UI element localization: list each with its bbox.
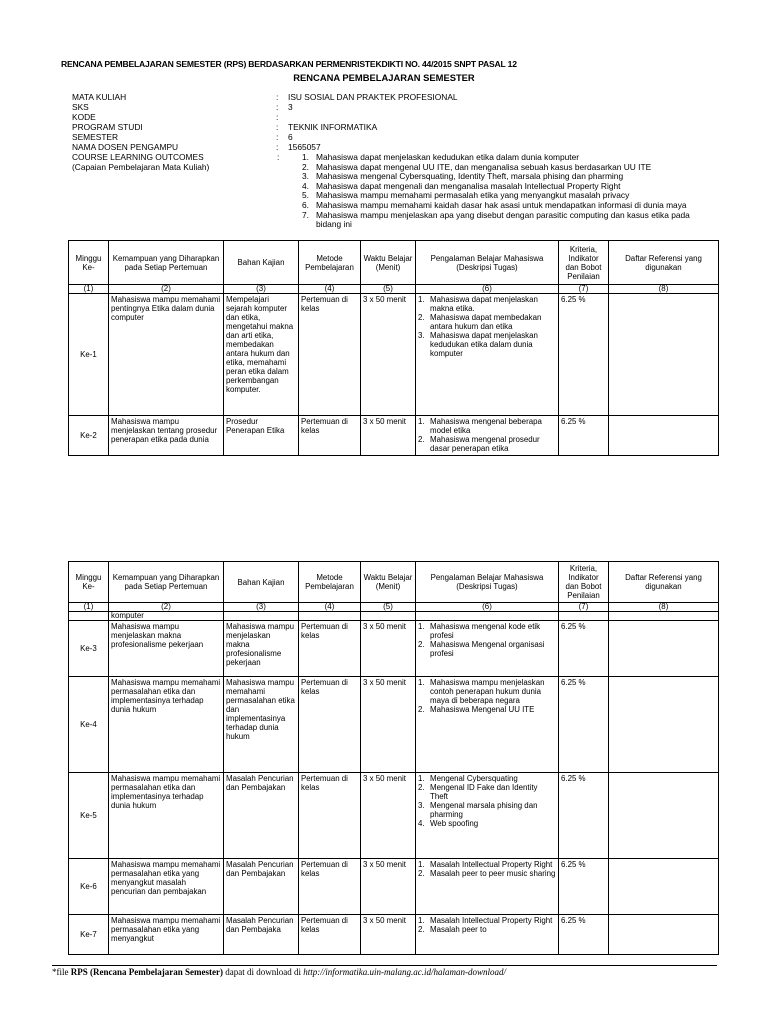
- footer-bold: RPS (Rencana Pembelajaran Semester): [70, 967, 223, 977]
- col-num: (8): [609, 603, 719, 612]
- table-row: [69, 294, 719, 416]
- outcome-text: Mahasiswa mampu menjelaskan apa yang disebut dengan parasitic computing dan kasus etika pada bidang ini: [316, 209, 690, 230]
- info-colon: :: [276, 122, 279, 132]
- table-row: [69, 859, 719, 915]
- referensi-cell: [609, 294, 719, 416]
- header-kriteria: Kriteria, Indikator dan Bobot Penilaian: [559, 241, 609, 285]
- col-num: (3): [224, 603, 299, 612]
- outcomes-colon: :: [277, 152, 280, 162]
- kemampuan-cell: Mahasiswa mampu memahami permasalahan etika yang menyangkut masalah pencurian dan pembajakan: [109, 859, 224, 915]
- bahan-cell: Mahasiswa mampu memahami permasalahan etika dan implementasinya terhadap dunia hukum: [224, 677, 299, 773]
- outcome-item: 7. Mahasiswa mampu menjelaskan apa yang disebut dengan parasitic computing dan kasus etika pada bidang ini: [302, 211, 702, 230]
- outcome-item: 4. Mahasiswa dapat mengenali dan menganalisa masalah Intellectual Property Right: [302, 180, 621, 191]
- outcomes-label: [72, 153, 282, 172]
- pengalaman-cell: 1. Masalah Intellectual Property Right 2. Masalah peer to: [416, 915, 559, 955]
- info-key: KODE: [72, 112, 96, 122]
- week-cell: Ke-5: [69, 773, 109, 859]
- week-cell: Ke-2: [69, 416, 109, 456]
- pengalaman-item: Mengenal marsala phising dan pharming: [430, 801, 538, 819]
- outcome-text: Mahasiswa mengenal Cybersquating, Identity Theft, marsala phising dan pharming: [316, 171, 624, 182]
- waktu-cell: 3 x 50 menit: [361, 416, 416, 456]
- header-kriteria: Kriteria, Indikator dan Bobot Penilaian: [559, 562, 609, 603]
- column-number-row: [69, 285, 719, 294]
- document-top-title: RENCANA PEMBELAJARAN SEMESTER (RPS) BERDASARKAN PERMENRISTEKDIKTI NO. 44/2015 SNPT PASAL 12: [61, 59, 517, 69]
- col-num: (4): [299, 603, 361, 612]
- info-colon: :: [276, 112, 279, 122]
- table-row: [69, 621, 719, 677]
- pengalaman-item: Mahasiswa dapat menjelaskan kedudukan etika dalam dunia komputer: [430, 331, 538, 358]
- info-row: [72, 102, 708, 112]
- bobot-cell: 6.25 %: [559, 915, 609, 955]
- metode-cell: Pertemuan di kelas: [299, 621, 361, 677]
- header-kemampuan: Kemampuan yang Diharapkan pada Setiap Pertemuan: [109, 562, 224, 603]
- waktu-cell: 3 x 50 menit: [361, 915, 416, 955]
- col-num: (5): [361, 603, 416, 612]
- continuation-row: [69, 612, 719, 621]
- pengalaman-item: Mengenal Cybersquating: [430, 774, 518, 783]
- outcomes-label-en: COURSE LEARNING OUTCOMES: [72, 152, 204, 162]
- week-cell: Ke-1: [69, 294, 109, 416]
- header-bahan: Bahan Kajian: [224, 241, 299, 285]
- empty-cell: [299, 612, 361, 621]
- header-pengalaman: Pengalaman Belajar Mahasiswa (Deskripsi Tugas): [416, 241, 559, 285]
- bobot-cell: 6.25 %: [559, 773, 609, 859]
- info-colon: :: [276, 92, 279, 102]
- table-header-row: [69, 562, 719, 603]
- bahan-cell: Masalah Pencurian dan Pembajakan: [224, 859, 299, 915]
- footer-divider: [52, 965, 717, 966]
- info-row: [72, 122, 708, 132]
- col-num: (2): [109, 603, 224, 612]
- pengalaman-item: Mahasiswa mengenal kode etik profesi: [430, 622, 541, 640]
- continuation-text: komputer: [109, 612, 224, 621]
- kemampuan-cell: Mahasiswa mampu memahami pentingnya Etika dalam dunia computer: [109, 294, 224, 416]
- bobot-cell: 6.25 %: [559, 677, 609, 773]
- pengalaman-item: Mahasiswa dapat membedakan antara hukum dan etika: [430, 313, 542, 331]
- col-num: (6): [416, 285, 559, 294]
- metode-cell: Pertemuan di kelas: [299, 416, 361, 456]
- outcome-text: Mahasiswa mampu memahami kaidah dasar hak asasi untuk mendapatkan informasi di dunia maya: [316, 199, 687, 210]
- pengalaman-cell: 1. Mahasiswa dapat menjelaskan makna etika. 2. Mahasiswa dapat membedakan antara hukum dan etika 3. Mahasiswa dapat menjelaskan kedudukan etika dalam dunia komputer: [416, 294, 559, 416]
- week-cell: Ke-4: [69, 677, 109, 773]
- pengalaman-cell: 1. Mahasiswa mengenal beberapa model etika 2. Mahasiswa mengenal prosedur dasar penerapan etika: [416, 416, 559, 456]
- col-num: (4): [299, 285, 361, 294]
- outcome-text: Mahasiswa dapat mengenali dan menganalisa masalah Intellectual Property Right: [316, 180, 621, 191]
- col-num: (3): [224, 285, 299, 294]
- info-row: [72, 132, 708, 142]
- empty-cell: [224, 612, 299, 621]
- bahan-cell: Mahasiswa mampu menjelaskan makna profesionalisme pekerjaan: [224, 621, 299, 677]
- footer-note: [52, 967, 506, 977]
- kemampuan-cell: Mahasiswa mampu memahami permasalahan etika yang menyangkut: [109, 915, 224, 955]
- document-main-title: RENCANA PEMBELAJARAN SEMESTER: [293, 72, 475, 83]
- header-referensi: Daftar Referensi yang digunakan: [609, 562, 719, 603]
- col-num: (2): [109, 285, 224, 294]
- rps-table-page-1: [68, 240, 719, 456]
- header-minggu: Minggu Ke-: [69, 562, 109, 603]
- pengalaman-item: Mahasiswa mengenal beberapa model etika: [430, 417, 542, 435]
- col-num: (8): [609, 285, 719, 294]
- col-num: (7): [559, 285, 609, 294]
- metode-cell: Pertemuan di kelas: [299, 773, 361, 859]
- table-row: [69, 416, 719, 456]
- info-value: 6: [288, 132, 293, 142]
- outcomes-label-id: (Capaian Pembelajaran Mata Kuliah): [72, 161, 210, 172]
- empty-cell: [361, 612, 416, 621]
- col-num: (1): [69, 285, 109, 294]
- info-value: [288, 112, 708, 122]
- col-num: (6): [416, 603, 559, 612]
- empty-cell: [559, 612, 609, 621]
- bobot-cell: 6.25 %: [559, 416, 609, 456]
- rps-table-page-2: [68, 561, 719, 955]
- pengalaman-cell: 1. Mengenal Cybersquating 2. Mengenal ID Fake dan Identity Theft 3. Mengenal marsala phising dan pharming 4. Web spoofing: [416, 773, 559, 859]
- pengalaman-cell: 1. Mahasiswa mampu menjelaskan contoh penerapan hukum dunia maya di beberapa negara 2. Mahasiswa Mengenal UU ITE: [416, 677, 559, 773]
- header-waktu: Waktu Belajar (Menit): [361, 562, 416, 603]
- bahan-cell: Prosedur Penerapan Etika: [224, 416, 299, 456]
- footer-prefix: *file: [52, 967, 71, 977]
- kemampuan-cell: Mahasiswa mampu memahami permasalahan etika dan implementasinya terhadap dunia hukum: [109, 773, 224, 859]
- col-num: (1): [69, 603, 109, 612]
- header-kemampuan: Kemampuan yang Diharapkan pada Setiap Pertemuan: [109, 241, 224, 285]
- kemampuan-cell: Mahasiswa mampu menjelaskan makna profesionalisme pekerjaan: [109, 621, 224, 677]
- bobot-cell: 6.25 %: [559, 294, 609, 416]
- header-pengalaman: Pengalaman Belajar Mahasiswa (Deskripsi Tugas): [416, 562, 559, 603]
- kemampuan-cell: Mahasiswa mampu memahami permasalahan etika dan implementasinya terhadap dunia hukum: [109, 677, 224, 773]
- referensi-cell: [609, 773, 719, 859]
- pengalaman-cell: 1. Masalah Intellectual Property Right 2. Masalah peer to peer music sharing: [416, 859, 559, 915]
- pengalaman-item: Mengenal ID Fake dan Identity Theft: [430, 783, 538, 801]
- outcome-text: Mahasiswa mampu memahami permasalah etika yang menyangkut masalah privacy: [316, 190, 630, 201]
- empty-cell: [609, 612, 719, 621]
- table-row: [69, 773, 719, 859]
- table-row: [69, 915, 719, 955]
- info-value: TEKNIK INFORMATIKA: [288, 122, 378, 132]
- empty-cell: [416, 612, 559, 621]
- bahan-cell: Masalah Pencurian dan Pembajaka: [224, 915, 299, 955]
- kemampuan-cell: Mahasiswa mampu menjelaskan tentang prosedur penerapan etika pada dunia: [109, 416, 224, 456]
- pengalaman-item: Masalah peer to peer music sharing: [430, 869, 556, 878]
- info-row: [72, 112, 708, 122]
- bahan-cell: Masalah Pencurian dan Pembajakan: [224, 773, 299, 859]
- outcome-item: 5. Mahasiswa mampu memahami permasalah etika yang menyangkut masalah privacy: [302, 190, 630, 201]
- waktu-cell: 3 x 50 menit: [361, 773, 416, 859]
- week-cell: Ke-7: [69, 915, 109, 955]
- referensi-cell: [609, 416, 719, 456]
- waktu-cell: 3 x 50 menit: [361, 677, 416, 773]
- table-header-row: [69, 241, 719, 285]
- course-info: [72, 92, 708, 152]
- info-key: PROGRAM STUDI: [72, 122, 143, 132]
- pengalaman-item: Mahasiswa mampu menjelaskan contoh penerapan hukum dunia maya di beberapa negara: [430, 678, 545, 705]
- footer-middle: dapat di download di: [222, 967, 304, 977]
- bobot-cell: 6.25 %: [559, 621, 609, 677]
- referensi-cell: [609, 859, 719, 915]
- info-colon: :: [276, 102, 279, 112]
- pengalaman-item: Masalah Intellectual Property Right: [430, 860, 553, 869]
- info-key: SEMESTER: [72, 132, 119, 142]
- outcomes-list: [302, 153, 702, 230]
- bobot-cell: 6.25 %: [559, 859, 609, 915]
- outcome-item: 2. Mahasiswa dapat mengenal UU ITE, dan menganalisa sebuah kasus berdasarkan UU ITE: [302, 161, 652, 172]
- pengalaman-item: Mahasiswa mengenal prosedur dasar penerapan etika: [430, 435, 540, 453]
- bahan-cell: Mempelajari sejarah komputer dan etika, mengetahui makna dan arti etika, membedakan antara hukum dan etika, memahami peran etika dalam perkembangan komputer.: [224, 294, 299, 416]
- outcome-text: Mahasiswa dapat mengenal UU ITE, dan menganalisa sebuah kasus berdasarkan UU ITE: [316, 161, 652, 172]
- header-referensi: Daftar Referensi yang digunakan: [609, 241, 719, 285]
- waktu-cell: 3 x 50 menit: [361, 859, 416, 915]
- outcome-item: 1. Mahasiswa dapat menjelaskan kedudukan etika dalam dunia komputer: [302, 152, 580, 162]
- header-bahan: Bahan Kajian: [224, 562, 299, 603]
- waktu-cell: 3 x 50 menit: [361, 294, 416, 416]
- pengalaman-item: Mahasiswa Mengenal organisasi profesi: [430, 640, 545, 658]
- metode-cell: Pertemuan di kelas: [299, 294, 361, 416]
- pengalaman-item: Mahasiswa Mengenal UU ITE: [430, 705, 535, 714]
- header-metode: Metode Pembelajaran: [299, 562, 361, 603]
- table-row: [69, 677, 719, 773]
- outcome-item: 3. Mahasiswa mengenal Cybersquating, Identity Theft, marsala phising dan pharming: [302, 171, 624, 182]
- pengalaman-item: Web spoofing: [430, 819, 479, 828]
- info-key: NAMA DOSEN PENGAMPU: [72, 142, 179, 152]
- referensi-cell: [609, 915, 719, 955]
- pengalaman-item: Masalah peer to: [430, 925, 487, 934]
- metode-cell: Pertemuan di kelas: [299, 915, 361, 955]
- footer-download-link[interactable]: http://informatika.uin-malang.ac.id/halaman-download/: [303, 967, 506, 977]
- referensi-cell: [609, 677, 719, 773]
- info-colon: :: [276, 132, 279, 142]
- empty-cell: [69, 612, 109, 621]
- info-value: ISU SOSIAL DAN PRAKTEK PROFESIONAL: [288, 92, 458, 102]
- week-cell: Ke-6: [69, 859, 109, 915]
- metode-cell: Pertemuan di kelas: [299, 859, 361, 915]
- info-value: 3: [288, 102, 293, 112]
- pengalaman-cell: 1. Mahasiswa mengenal kode etik profesi 2. Mahasiswa Mengenal organisasi profesi: [416, 621, 559, 677]
- info-colon: :: [276, 142, 279, 152]
- outcome-item: 6. Mahasiswa mampu memahami kaidah dasar hak asasi untuk mendapatkan informasi di dunia maya: [302, 199, 687, 210]
- info-row: [72, 92, 708, 102]
- pengalaman-item: Mahasiswa dapat menjelaskan makna etika.: [430, 295, 538, 313]
- waktu-cell: 3 x 50 menit: [361, 621, 416, 677]
- info-value: 1565057: [288, 142, 321, 152]
- header-waktu: Waktu Belajar (Menit): [361, 241, 416, 285]
- col-num: (5): [361, 285, 416, 294]
- header-minggu: Minggu Ke-: [69, 241, 109, 285]
- col-num: (7): [559, 603, 609, 612]
- metode-cell: Pertemuan di kelas: [299, 677, 361, 773]
- pengalaman-item: Masalah Intellectual Property Right: [430, 916, 553, 925]
- week-cell: Ke-3: [69, 621, 109, 677]
- column-number-row: [69, 603, 719, 612]
- info-key: MATA KULIAH: [72, 92, 127, 102]
- outcome-text: Mahasiswa dapat menjelaskan kedudukan etika dalam dunia komputer: [316, 152, 580, 162]
- referensi-cell: [609, 621, 719, 677]
- info-key: SKS: [72, 102, 89, 112]
- info-row: [72, 142, 708, 152]
- header-metode: Metode Pembelajaran: [299, 241, 361, 285]
